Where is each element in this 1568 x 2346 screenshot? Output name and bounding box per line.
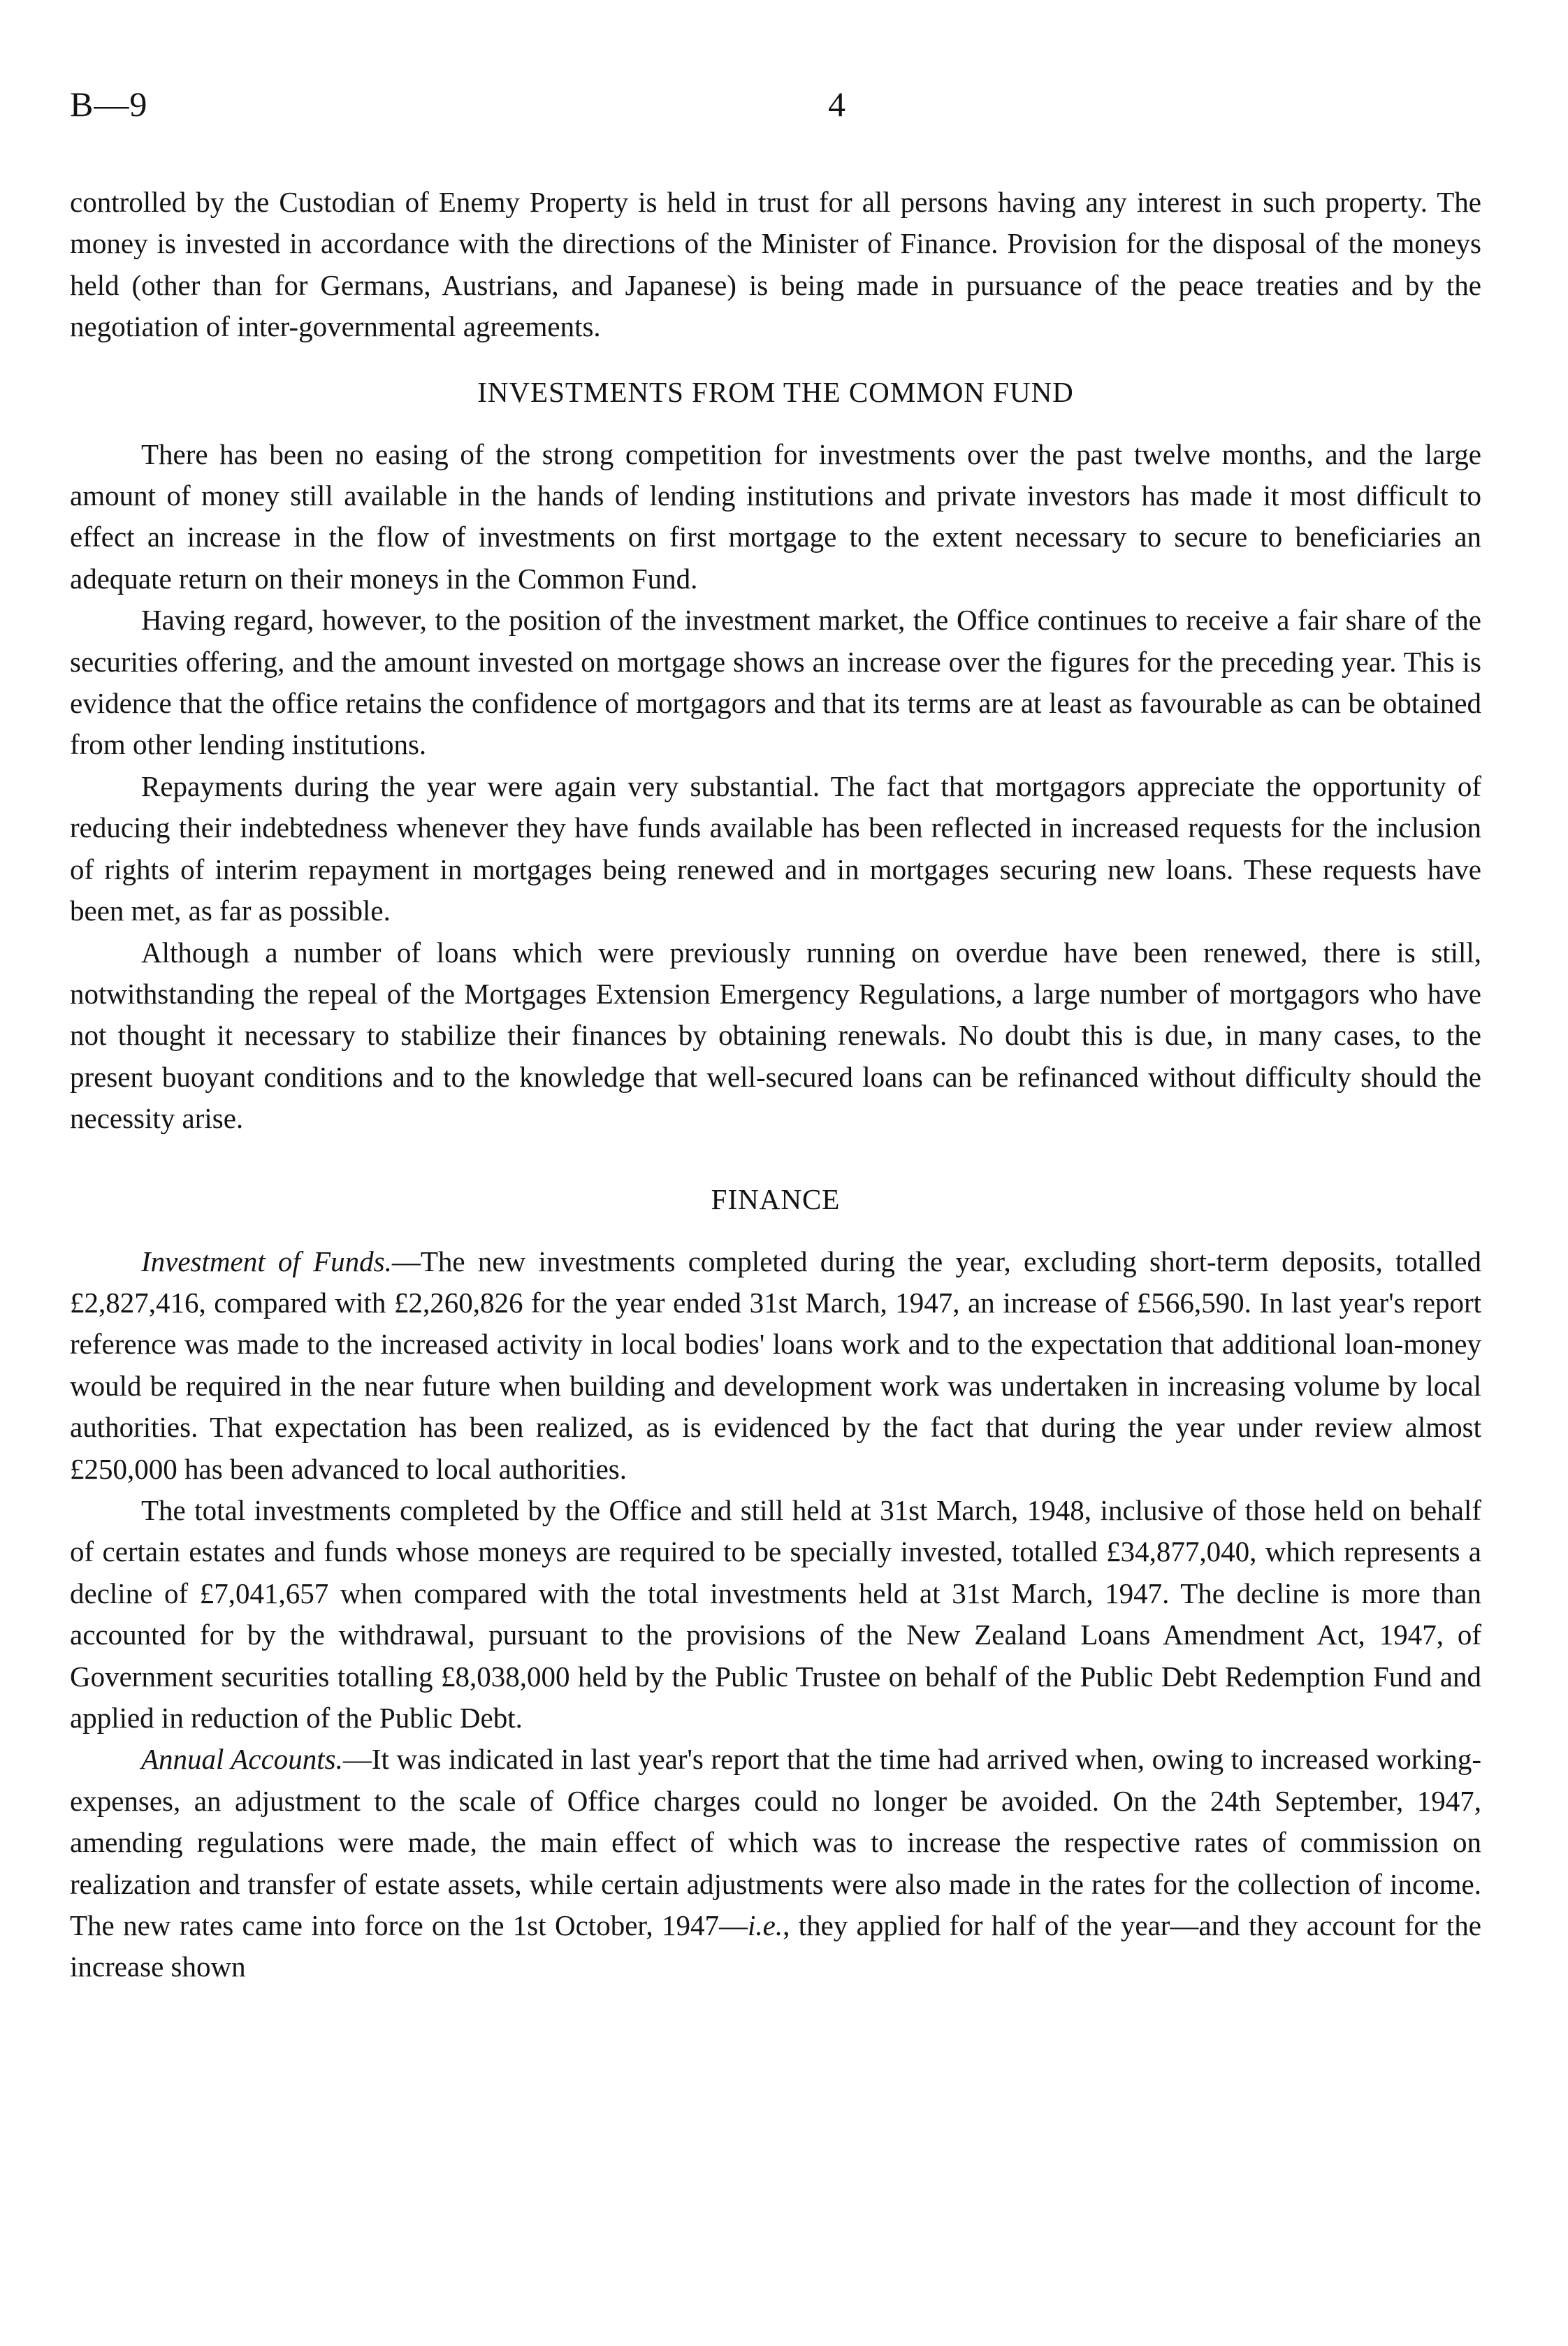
investments-heading: INVESTMENTS FROM THE COMMON FUND [477, 375, 1074, 408]
page-number: 4 [828, 85, 845, 124]
document-page [70, 84, 1481, 1988]
annual-accounts-paragraph [70, 1739, 1481, 1987]
annual-accounts-tail: , they applied for half of the year—and they account for the increase shown [70, 1909, 1481, 1983]
investments-paragraph-1: There has been no easing of the strong competition for investments over the past twelve months, and the large amount of money still available in the hands of lending institutions and private investors has made it most difficult to effect an increase in the flow of investments on first mortgage to the extent necessary to secure to beneficiaries an adequate return on their moneys in the Common Fund. [70, 437, 1481, 595]
investments-paragraph-4: Although a number of loans which were previously running on overdue have been renewed, there is still, notwithstanding the repeal of the Mortgages Extension Emergency Regulations, a large number of mortgagors who have not thought it necessary to stabilize their finances by obtaining renewals. No doubt this is due, in many cases, to the present buoyant conditions and to the knowledge that well-secured loans can be refinanced without difficulty should the necessity arise. [70, 936, 1481, 1135]
investment-of-funds-lead: Investment of Funds. [141, 1245, 392, 1277]
page-header [70, 84, 1481, 140]
intro-paragraph: controlled by the Custodian of Enemy Property is held in trust for all persons having any interest in such property. The money is invested in accordance with the directions of the Minister of Finance. Provision for the disposal of the moneys held (other than for Germans, Austrians, and Japanese) is being made in pursuance of the peace treaties and by the negotiation of inter-governmental agreements. [70, 186, 1481, 343]
annual-accounts-text: —It was indicated in last year's report that the time had arrived when, owing to increased working-expenses, an adjustment to the scale of Office charges could no longer be avoided. On the 24th September, 1947, amending regulations were made, the main effect of which was to increase the respective rates of commission on realization and transfer of estate assets, while certain adjustments were also made in the rates for the collection of income. The new rates came into force on the 1st October, 1947— [70, 1743, 1482, 1942]
investments-paragraph-2: Having regard, however, to the position of the investment market, the Office continues to receive a fair share of the securities offering, and the amount invested on mortgage shows an increase over the figures for the preceding year. This is evidence that the office retains the confidence of mortgagors and that its terms are at least as favourable as can be obtained from other lending institutions. [70, 604, 1481, 761]
annual-accounts-lead: Annual Accounts. [141, 1743, 343, 1776]
total-investments-paragraph: The total investments completed by the Office and still held at 31st March, 1948, inclusive of those held on behalf of certain estates and funds whose moneys are required to be specially invested, totalled £34,877,040, which represents a decline of £7,041,657 when compared with the total investments held at 31st March, 1947. The decline is more than accounted for by the withdrawal, pursuant to the provisions of the New Zealand Loans Amendment Act, 1947, of Government securities totalling £8,038,000 held by the Public Trustee on behalf of the Public Debt Redemption Fund and applied in reduction of the Public Debt. [70, 1493, 1481, 1734]
finance-heading: FINANCE [711, 1182, 841, 1215]
annual-accounts-ie: i.e. [748, 1909, 783, 1942]
investment-of-funds-paragraph [70, 1241, 1481, 1490]
document-reference: B—9 [70, 85, 148, 124]
investments-paragraph-3: Repayments during the year were again very substantial. The fact that mortgagors appreciate the opportunity of reducing their indebtedness whenever they have funds available has been reflected in increased requests for the inclusion of rights of interim repayment in mortgages being renewed and in mortgages securing new loans. These requests have been met, as far as possible. [70, 769, 1481, 927]
investment-of-funds-text: —The new investments completed during the year, excluding short-term deposits, totalled £2,827,416, compared with £2,260,826 for the year ended 31st March, 1947, an increase of £566,590. In last year's report reference was made to the increased activity in local bodies' loans work and to the expectation that additional loan-money would be required in the near future when building and development work was undertaken in increasing volume by local authorities. That expectation has been realized, as is evidenced by the fact that during the year under review almost £250,000 has been advanced to local authorities. [70, 1245, 1482, 1485]
